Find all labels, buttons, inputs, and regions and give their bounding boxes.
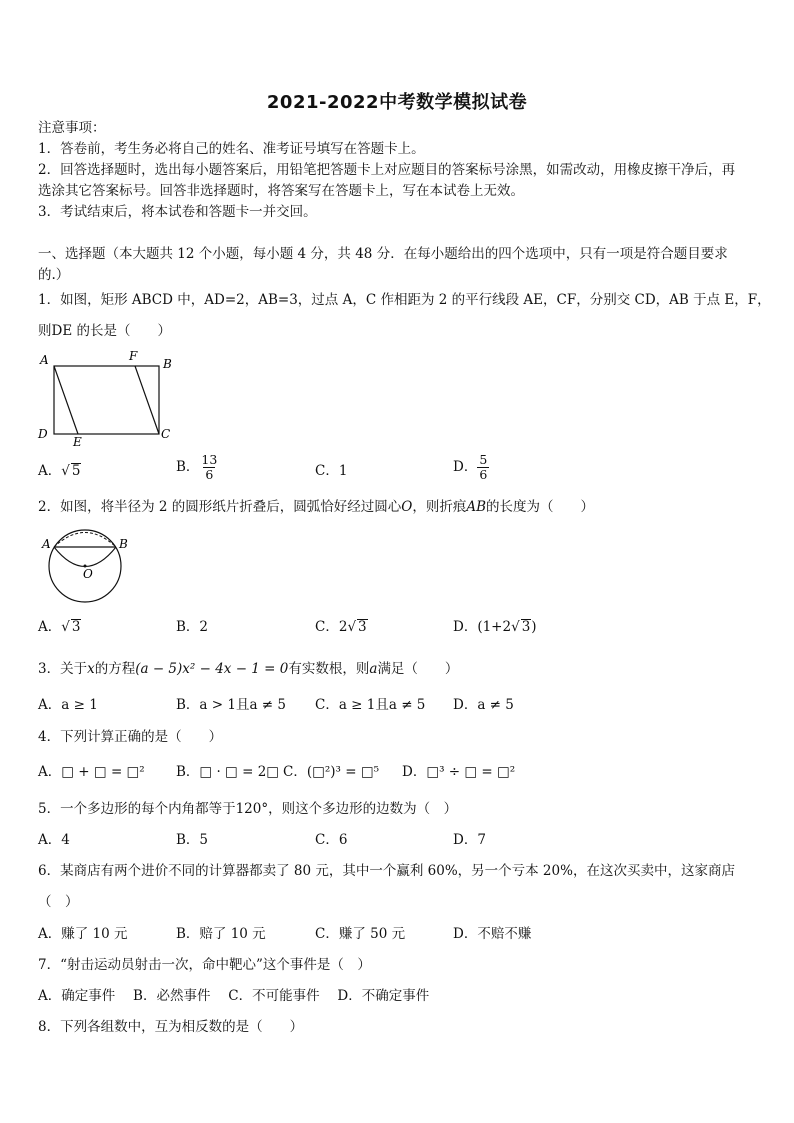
q1-option-c[interactable]: C．1 [315, 463, 348, 479]
q2-circle-figure [34, 526, 134, 606]
fraction [199, 453, 219, 482]
q2-stem-text: 的长度为（ ） [486, 499, 595, 515]
sqrt-radicand: 5 [71, 463, 81, 479]
q4-stem: 4．下列计算正确的是（ ） [38, 729, 223, 745]
q5-option-d[interactable]: D．7 [453, 832, 486, 848]
section-heading: 一、选择题（本大题共 12 个小题，每小题 4 分，共 48 分．在每小题给出的四个选项中，只有一项是符合题目要求 [38, 246, 728, 262]
option-label: B． [176, 459, 200, 475]
dashed-arc [54, 533, 116, 548]
label-e: E [73, 435, 82, 448]
q3-stem-x: x [87, 661, 95, 677]
q3-stem-text: 满足（ ） [377, 661, 459, 677]
q3-option-d[interactable]: D．a ≠ 5 [453, 697, 514, 713]
q8-stem: 8．下列各组数中，互为相反数的是（ ） [38, 1019, 304, 1035]
label-b: B [163, 357, 172, 371]
segment-cf [135, 366, 159, 434]
option-label: A． [38, 463, 62, 479]
sqrt-sign: √ [61, 619, 70, 635]
q7-options[interactable]: A．确定事件 B．必然事件 C．不可能事件 D．不确定事件 [38, 988, 430, 1004]
q6-option-d[interactable]: D．不赔不赚 [453, 926, 532, 942]
q1-option-d[interactable] [453, 453, 489, 482]
denominator: 6 [479, 467, 488, 482]
label-c: C [161, 427, 171, 441]
sqrt-radicand: 3 [71, 619, 81, 635]
rectangle-abcd [54, 366, 159, 434]
q6-stem: 6．某商店有两个进价不同的计算器都卖了 80 元，其中一个赢利 60%，另一个亏本 20%，在这次买卖中，这家商店 [38, 863, 735, 879]
numerator: 5 [479, 452, 488, 467]
q1-stem-cont: 则DE 的长是（ ） [38, 323, 171, 339]
coefficient: 2 [338, 619, 348, 635]
q2-stem-text: ，则折痕 [412, 499, 467, 515]
q7-stem: 7．“射击运动员射击一次，命中靶心”这个事件是（ ） [38, 957, 371, 973]
q5-stem: 5．一个多边形的每个内角都等于120°，则这个多边形的边数为（ ） [38, 801, 458, 817]
q3-stem-a: a [369, 661, 378, 677]
q2-option-c[interactable] [315, 617, 368, 637]
q2-stem-o: O [401, 499, 413, 515]
q4-option-d[interactable]: D．□³ ÷ □ = □² [402, 764, 516, 780]
q3-stem-text: 有实数根，则 [288, 661, 370, 677]
q5-option-a[interactable]: A．4 [38, 832, 70, 848]
q2-option-a[interactable] [38, 617, 81, 637]
option-label: D． [453, 619, 478, 635]
page-title: 2021-2022中考数学模拟试卷 [266, 92, 528, 113]
denominator: 6 [205, 467, 214, 482]
q2-stem-ab: AB [466, 499, 487, 515]
q2-option-d[interactable] [453, 617, 537, 637]
q5-option-c[interactable]: C．6 [315, 832, 348, 848]
label-a: A [42, 537, 51, 551]
q5-option-b[interactable]: B．5 [176, 832, 209, 848]
q3-stem-text: 3．关于 [38, 661, 88, 677]
q3-option-a[interactable]: A．a ≥ 1 [38, 697, 98, 713]
q6-option-b[interactable]: B．赔了 10 元 [176, 926, 266, 942]
notice-item-2-cont: 选涂其它答案标号。回答非选择题时，将答案写在答题卡上，写在本试卷上无效。 [38, 183, 524, 199]
notice-item-2: 2．回答选择题时，选出每小题答案后，用铅笔把答题卡上对应题目的答案标号涂黑，如需改动，用橡皮擦干净后，再 [38, 162, 736, 178]
q6-option-c[interactable]: C．赚了 50 元 [315, 926, 406, 942]
q3-stem-text: 的方程 [94, 661, 136, 677]
q3-stem [38, 659, 458, 679]
q3-equation: (a − 5)x² − 4x − 1 = 0 [135, 661, 289, 677]
option-label: C． [315, 619, 339, 635]
option-label: D． [453, 459, 478, 475]
q2-option-b[interactable]: B．2 [176, 619, 209, 635]
expr-prefix: (1+2 [477, 619, 512, 635]
numerator: 13 [201, 452, 218, 467]
q1-option-a[interactable] [38, 461, 81, 481]
label-o: O [83, 567, 93, 581]
notice-item-1: 1．答卷前，考生务必将自己的姓名、准考证号填写在答题卡上。 [38, 141, 425, 157]
q2-stem [38, 497, 594, 517]
segment-ae [54, 366, 78, 434]
q3-option-b[interactable]: B．a > 1且a ≠ 5 [176, 697, 286, 713]
q3-option-c[interactable]: C．a ≥ 1且a ≠ 5 [315, 697, 426, 713]
folded-arc [54, 547, 116, 567]
q6-stem-cont: （ ） [38, 894, 79, 910]
notice-item-3: 3．考试结束后，将本试卷和答题卡一并交回。 [38, 204, 317, 220]
sqrt-sign: √ [347, 619, 357, 635]
q4-option-a[interactable]: A．□ + □ = □² [38, 764, 145, 780]
label-f: F [129, 349, 138, 363]
option-label: A． [38, 619, 62, 635]
q6-option-a[interactable]: A．赚了 10 元 [38, 926, 128, 942]
label-b: B [119, 537, 128, 551]
section-heading-cont: 的.） [38, 267, 70, 283]
q1-rectangle-figure [34, 348, 184, 448]
fraction [477, 453, 489, 482]
sqrt-radicand: 3 [358, 619, 367, 635]
notice-heading: 注意事项： [38, 120, 106, 136]
label-d: D [38, 427, 48, 441]
q1-stem: 1．如图，矩形 ABCD 中，AD=2，AB=3，过点 A，C 作相距为 2 的平行线段 AE，CF，分别交 CD，AB 于点 E，F， [38, 292, 771, 308]
sqrt-sign: √ [511, 619, 520, 635]
q1-option-b[interactable] [176, 453, 219, 482]
q4-option-b[interactable]: B．□ · □ = 2□ [176, 764, 280, 780]
q2-stem-text: 2．如图，将半径为 2 的圆形纸片折叠后，圆弧恰好经过圆心 [38, 499, 402, 515]
sqrt-radicand: 3 [521, 619, 531, 635]
label-a: A [40, 353, 49, 367]
expr-suffix: ) [531, 619, 537, 635]
sqrt-sign: √ [61, 463, 70, 479]
q4-option-c[interactable]: C．(□²)³ = □⁵ [283, 764, 380, 780]
